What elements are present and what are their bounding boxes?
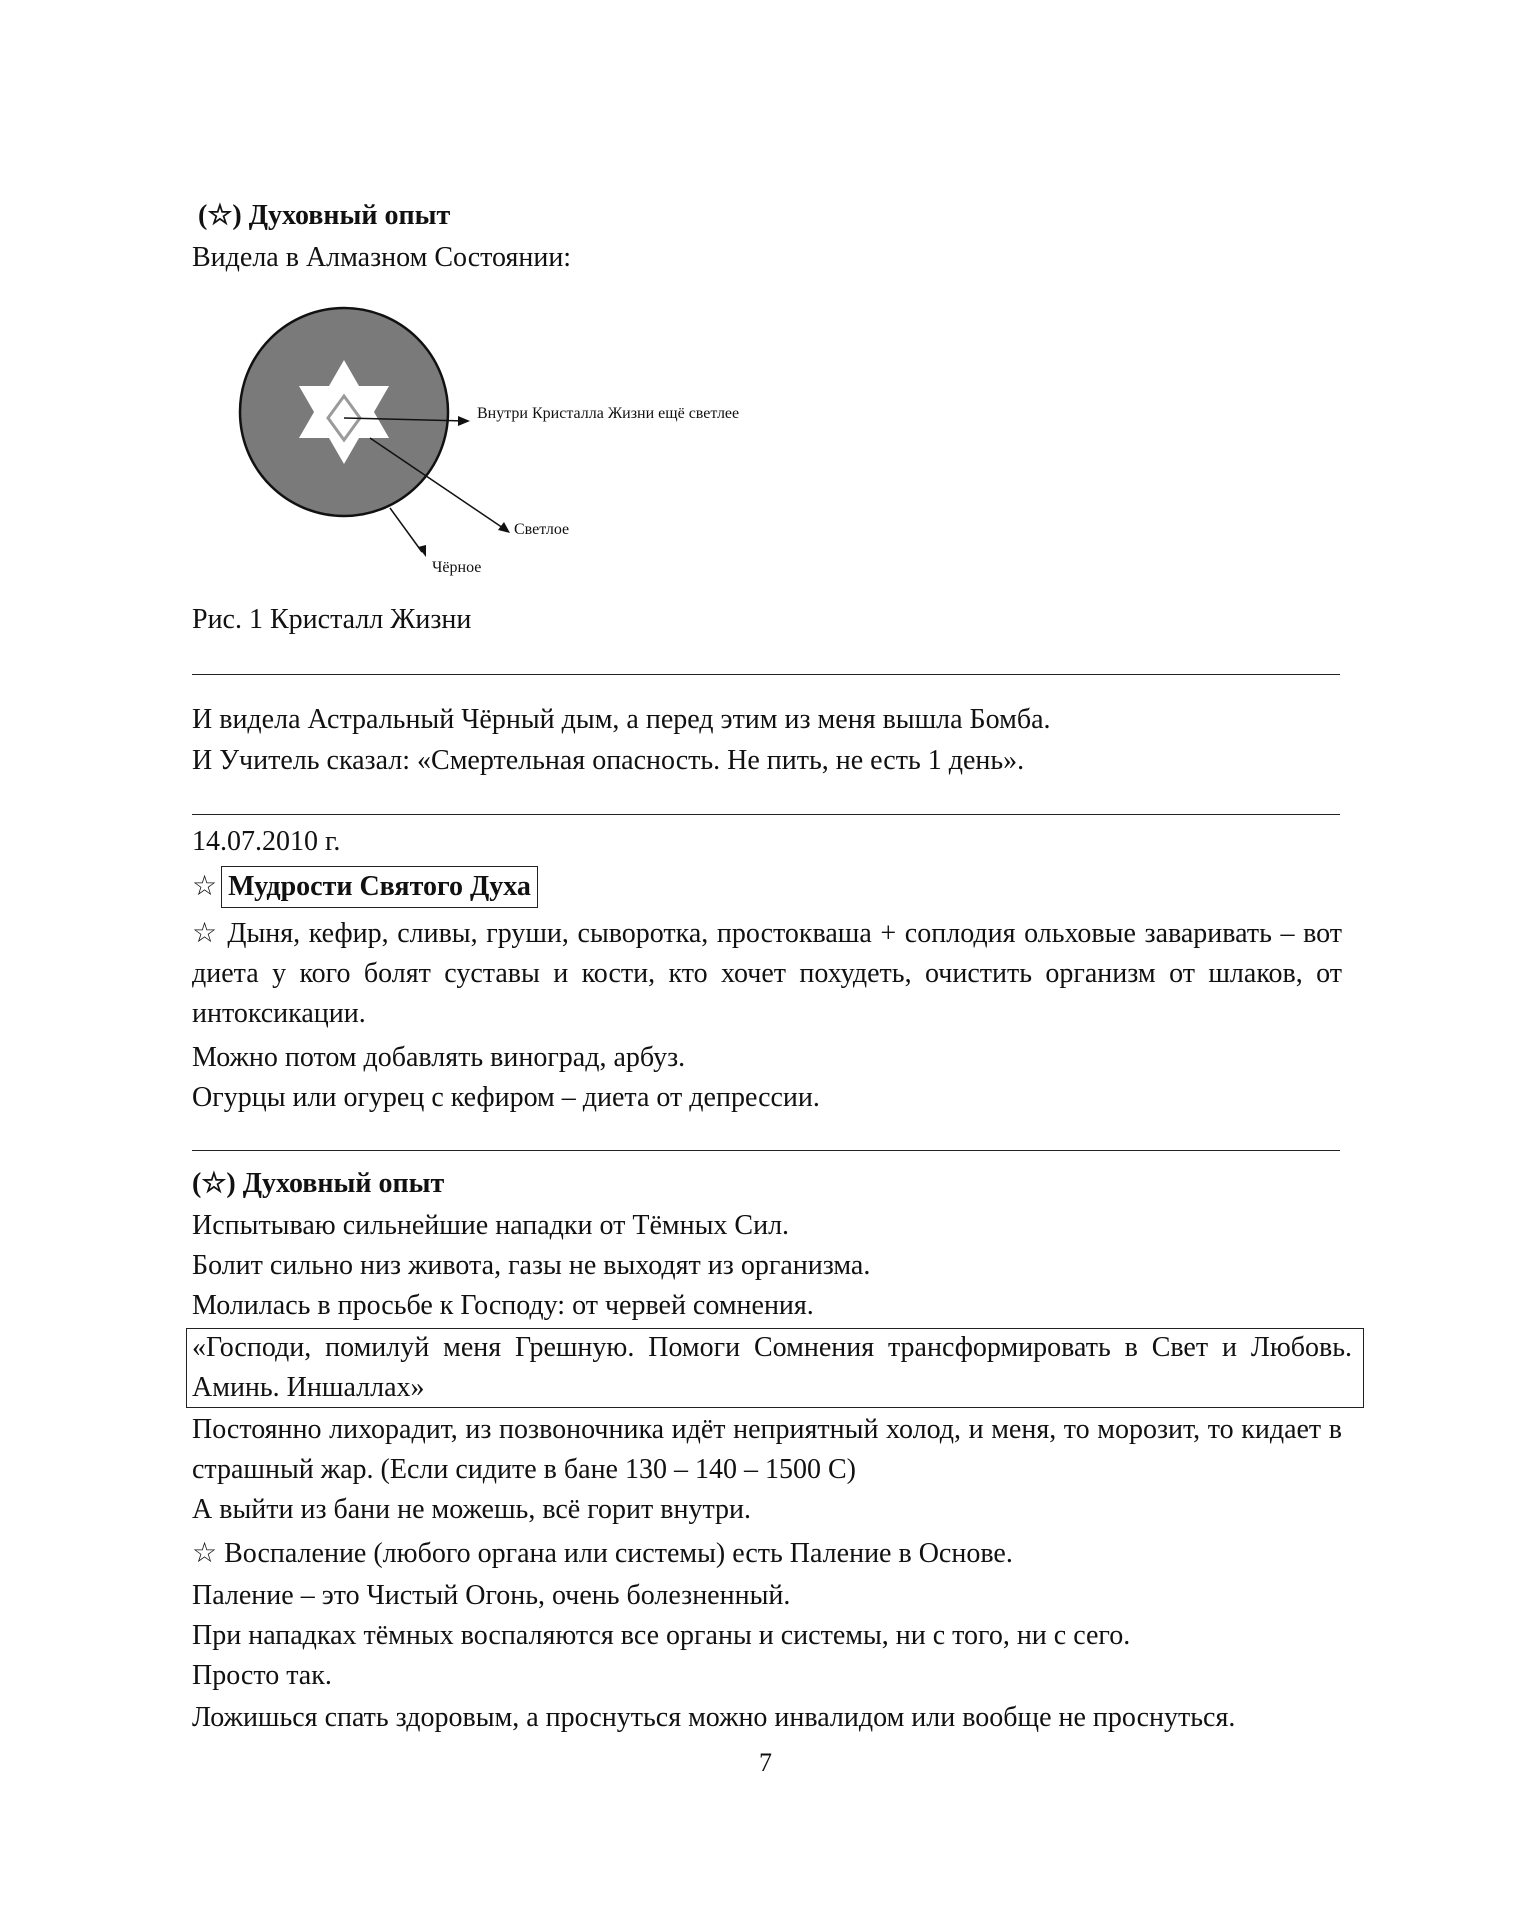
divider xyxy=(192,814,1340,815)
section-heading-spiritual-experience: (☆) Духовный опыт xyxy=(198,200,451,231)
text-line: Огурцы или огурец с кефиром – диета от депрессии. xyxy=(192,1082,820,1113)
text-line: При нападках тёмных воспаляются все органы и системы, ни с того, ни с сего. xyxy=(192,1620,1131,1651)
label-inner-lighter: Внутри Кристалла Жизни ещё светлее xyxy=(477,405,740,422)
text-line: Испытываю сильнейшие нападки от Тёмных Сил. xyxy=(192,1210,790,1241)
figure-caption: Рис. 1 Кристалл Жизни xyxy=(192,604,472,635)
divider xyxy=(192,674,1340,675)
text-line: А выйти из бани не можешь, всё горит внутри. xyxy=(192,1494,752,1525)
text-line: Паление – это Чистый Огонь, очень болезненный. xyxy=(192,1580,791,1611)
crystal-of-life-figure xyxy=(0,0,1531,600)
wisdom-title-line xyxy=(192,866,538,908)
label-black: Чёрное xyxy=(432,559,482,576)
prayer-text: «Господи, помилуй меня Грешную. Помоги Сомнения трансформировать в Свет и Любовь. Аминь. Иншаллах» xyxy=(192,1332,1352,1403)
text-line: ☆ Воспаление (любого органа или системы) есть Паление в Основе. xyxy=(192,1538,1013,1569)
label-light: Светлое xyxy=(514,521,570,538)
text-line: Просто так. xyxy=(192,1660,332,1691)
divider xyxy=(192,1150,1340,1151)
arrow-black xyxy=(390,508,422,552)
page-number: 7 xyxy=(759,1748,772,1777)
text-line: И видела Астральный Чёрный дым, а перед этим из меня вышла Бомба. xyxy=(192,704,1051,735)
text-line: Ложишься спать здоровым, а проснуться можно инвалидом или вообще не проснуться. xyxy=(192,1702,1236,1733)
fever-paragraph: Постоянно лихорадит, из позвоночника идёт неприятный холод, и меня, то морозит, то кидает в страшный жар. (Если сидите в бане 130 – 140 – 1500 С) xyxy=(192,1414,1342,1485)
diet-paragraph: ☆ Дыня, кефир, сливы, груши, сыворотка, простокваша + соплодия ольховые заваривать – вот диета у кого болят суставы и кости, кто хочет похудеть, очистить организм от шлаков, от интоксикации. xyxy=(192,918,1342,1029)
text-line: Болит сильно низ живота, газы не выходят из организма. xyxy=(192,1250,871,1281)
star-icon: ☆ xyxy=(192,871,218,902)
wisdom-title: Мудрости Святого Духа xyxy=(221,866,538,908)
date-line: 14.07.2010 г. xyxy=(192,826,341,857)
section-heading-spiritual-experience: (☆) Духовный опыт xyxy=(192,1168,445,1199)
text-line: И Учитель сказал: «Смертельная опасность. Не пить, не есть 1 день». xyxy=(192,745,1025,776)
text-line: Можно потом добавлять виноград, арбуз. xyxy=(192,1042,686,1073)
intro-line: Видела в Алмазном Состоянии: xyxy=(192,242,572,273)
text-line: Молилась в просьбе к Господу: от червей сомнения. xyxy=(192,1290,814,1321)
